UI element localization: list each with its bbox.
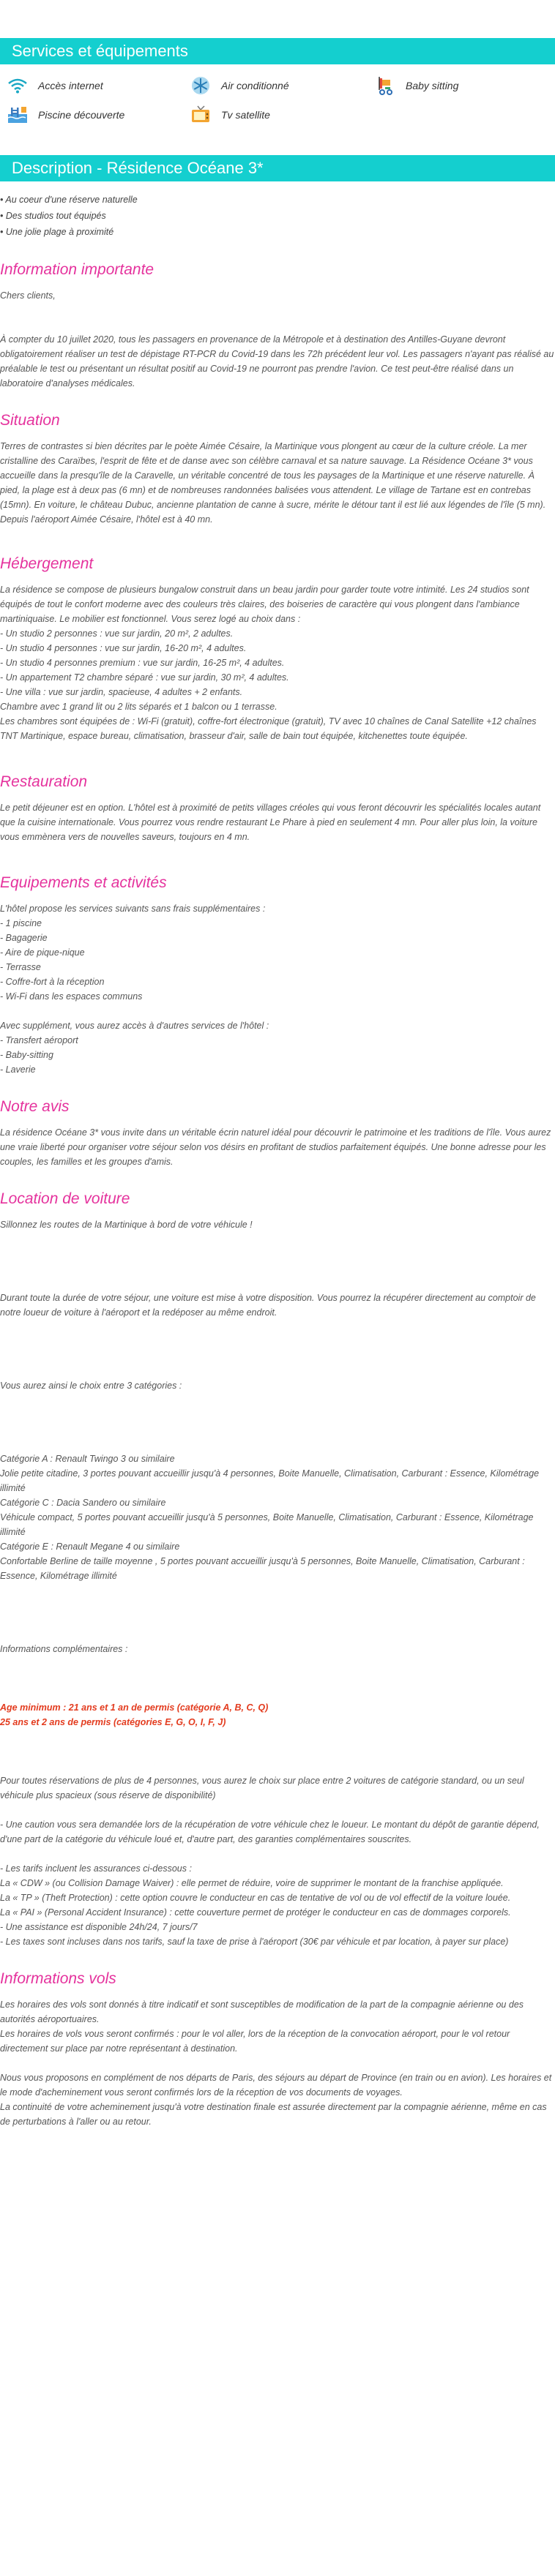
vols-p2: Nous vous proposons en complément de nos départs de Paris, des séjours au départ de Province (en train ou en avion). Les horaires et le mode d'acheminement vous seront confirmés lors de la réception de vos documents de voyages. La continuité de votre acheminement jusqu'à votre destination finale est assurée directement par la compagnie aérienne, même en cas de perturbations à l'aller ou au retour.	[0, 2073, 552, 2127]
service-pool	[6, 104, 189, 126]
vols-p1: Les horaires des vols sont donnés à titre indicatif et sont susceptibles de modification de la part de la compagnie aérienne ou des autorités aéroportuaires. Les horaires de vols vous seront confirmés : pour le vol aller, lors de la réception de la convocation aéroport, pour le vol retour directement sur place par notre représentant à destination.	[0, 1999, 524, 2054]
restauration-body: Le petit déjeuner est en option. L'hôtel est à proximité de petits villages créoles qui vous feront découvrir les spécialités locales autant que la cuisine internationale. Vous pourrez vous rendre restaurant Le Phare à pied en seulement 4 mn. Pour aller plus loin, la voiture vous emmènera vers de nouvelles saveurs, toujours en 4 mn.	[0, 803, 541, 842]
hebergement-body: La résidence se compose de plusieurs bungalow construit dans un beau jardin pour garder toute votre intimité. Les 24 studios sont équipés de tout le confort moderne avec des couleurs très claires, des boiseries de caractère qui vous plongent dans l'ambiance martiniquaise. Le mobilier est fonctionnel. Vous serez logé au choix dans : - Un studio 2 personnes : vue sur jardin, 20 m², 2 adultes. - Un studio 4 personnes : vue sur jardin, 16-20 m², 4 adultes. - Un studio 4 personnes premium : vue sur jardin, 16-25 m², 4 adultes. - Un appartement T2 chambre séparé : vue sur jardin, 30 m², 4 adultes. - Une villa : vue sur jardin, spacieuse, 4 adultes + 2 enfants. Chambre avec 1 grand lit ou 2 lits séparés et 1 balcon ou 1 terrasse. Les chambres sont équipées de : Wi-Fi (gratuit), coffre-fort électronique (gratuit), TV avec 10 chaînes de Canal Satellite +12 chaînes TNT Martinique, espace bureau, climatisation, brasseur d'air, salle de bain tout équipée, kitchenettes toute équipée.	[0, 585, 537, 741]
situation-body: Terres de contrastes si bien décrites par le poète Aimée Césaire, la Martinique vous plongent au cœur de la culture créole. La mer cristalline des Caraïbes, l'esprit de fête et de danse avec son célèbre carnaval et sa nature sauvage. La Résidence Océane 3* vous accueille dans la presqu'île de la Caravelle, un véritable concentré de tous les paysages de la Martinique et une réserve naturelle. À pied, la plage est à deux pas (6 mn) et de nombreuses randonnées balisées vous attendent. Le village de Tartane est en contrebas (15mn). En voiture, le château Dubuc, ancienne plantation de canne à sucre, mérite le détour tant il est lié aux légendes de l'île (5 mn). Depuis l'aéroport Aimée Césaire, l'hôtel est à 40 mn.	[0, 441, 546, 525]
restauration-title: Restauration	[0, 773, 88, 790]
service-label: Accès internet	[38, 80, 103, 91]
equipements-paid: Avec supplément, vous aurez accès à d'autres services de l'hôtel : - Transfert aéroport - Baby-sitting - Laverie	[0, 1021, 269, 1075]
service-label: Baby sitting	[406, 80, 459, 91]
tv-icon	[189, 104, 212, 126]
location-p6: - Les tarifs incluent les assurances ci-dessous : La « CDW » (ou Collision Damage Waiver) : elle permet de réduire, voire de supprimer le montant de la franchise appliquée. La « TP » (Theft Protection) : cette option couvre le conducteur en cas de tentative de vol ou de vol effectif de la voiture louée. La « PAI » (Personal Accident Insurance) : cette couverture permet de protéger le conducteur en cas de dommages corporels. - Une assistance est disponible 24h/24, 7 jours/7 - Les taxes sont incluses dans nos tarifs, sauf la taxe de prise à l'aéroport (30€ par véhicule et par location, à payer sur place)	[0, 1863, 511, 1947]
stroller-icon	[373, 75, 397, 97]
location-title: Location de voiture	[0, 1190, 130, 1207]
age-requirement-1: Age minimum : 21 ans et 1 an de permis (catégorie A, B, C, Q)	[0, 1702, 269, 1713]
hebergement-title: Hébergement	[0, 555, 94, 572]
vols-title: Informations vols	[0, 1970, 116, 1987]
description-banner: Description - Résidence Océane 3*	[0, 155, 555, 181]
bullet-item: • Une jolie plage à proximité	[0, 227, 114, 237]
service-label: Tv satellite	[221, 109, 270, 121]
service-aircon	[189, 75, 373, 97]
bullet-item: • Au coeur d'une réserve naturelle	[0, 195, 138, 205]
services-banner: Services et équipements	[0, 38, 555, 64]
situation-title: Situation	[0, 412, 60, 429]
service-internet	[6, 75, 189, 97]
location-intro: Sillonnez les routes de la Martinique à bord de votre véhicule !	[0, 1220, 253, 1230]
snowflake-icon	[189, 75, 212, 97]
equipements-title: Equipements et activités	[0, 874, 167, 891]
service-label: Air conditionné	[221, 80, 289, 91]
bullet-item: • Des studios tout équipés	[0, 211, 106, 221]
service-tv	[189, 104, 373, 126]
info-title: Information importante	[0, 261, 154, 278]
location-p3: Informations complémentaires :	[0, 1644, 128, 1654]
pool-icon	[6, 104, 29, 126]
age-requirement-2: 25 ans et 2 ans de permis (catégories E, G, O, I, F, J)	[0, 1717, 226, 1727]
wifi-icon	[6, 75, 29, 97]
info-greeting: Chers clients,	[0, 290, 56, 301]
service-babysitting	[373, 75, 555, 97]
location-p2: Vous aurez ainsi le choix entre 3 catégories :	[0, 1381, 182, 1391]
location-categories: Catégorie A : Renault Twingo 3 ou similaire Jolie petite citadine, 3 portes pouvant accueillir jusqu'à 4 personnes, Boite Manuelle, Climatisation, Carburant : Essence, Kilométrage illimité Catégorie C : Dacia Sandero ou similaire Véhicule compact, 5 portes pouvant accueillir jusqu'à 5 personnes, Boite Manuelle, Climatisation, Carburant : Essence, Kilométrage illimité Catégorie E : Renault Megane 4 ou similaire Confortable Berline de taille moyenne , 5 portes pouvant accueillir jusqu'à 5 personnes, Boite Manuelle, Climatisation, Carburant : Essence, Kilométrage illimité	[0, 1454, 540, 1581]
location-p5: - Une caution vous sera demandée lors de la récupération de votre véhicule chez le loueur. Le montant du dépôt de garantie dépend, d'une part de la catégorie du véhicule loué et, d'autre part, des garanties complémentaires souscrites.	[0, 1820, 540, 1844]
services-grid	[0, 64, 555, 126]
info-body: À compter du 10 juillet 2020, tous les passagers en provenance de la Métropole et à destination des Antilles-Guyane devront obligatoirement réaliser un test de dépistage RT-PCR du Covid-19 dans les 72h précédent leur vol. Les passagers n'ayant pas réalisé au préalable le test ou présentant un résultat positif au Covid-19 ne pourront pas prendre l'avion. Ce test peut-être réalisé dans un laboratoire d'analyses médicales.	[0, 334, 554, 388]
service-label: Piscine découverte	[38, 109, 125, 121]
description-bullets	[0, 181, 555, 240]
equipements-free: L'hôtel propose les services suivants sans frais supplémentaires : - 1 piscine - Bagagerie - Aire de pique-nique - Terrasse - Coffre-fort à la réception - Wi-Fi dans les espaces communs	[0, 904, 266, 1002]
location-p4: Pour toutes réservations de plus de 4 personnes, vous aurez le choix sur place entre 2 voitures de catégorie standard, ou un seul véhicule plus spacieux (sous réserve de disponibilité)	[0, 1776, 524, 1800]
location-p1: Durant toute la durée de votre séjour, une voiture est mise à votre disposition. Vous pourrez la récupérer directement au comptoir de notre loueur de voiture à l'aéroport et la redéposer au même endroit.	[0, 1293, 536, 1318]
avis-body: La résidence Océane 3* vous invite dans un véritable écrin naturel idéal pour découvrir le patrimoine et les traditions de l'île. Vous aurez une vraie liberté pour organiser votre séjour selon vos désirs en profitant de studios parfaitement équipés. Une bonne adresse pour les couples, les familles et les groupes d'amis.	[0, 1127, 551, 1167]
avis-title: Notre avis	[0, 1098, 70, 1115]
